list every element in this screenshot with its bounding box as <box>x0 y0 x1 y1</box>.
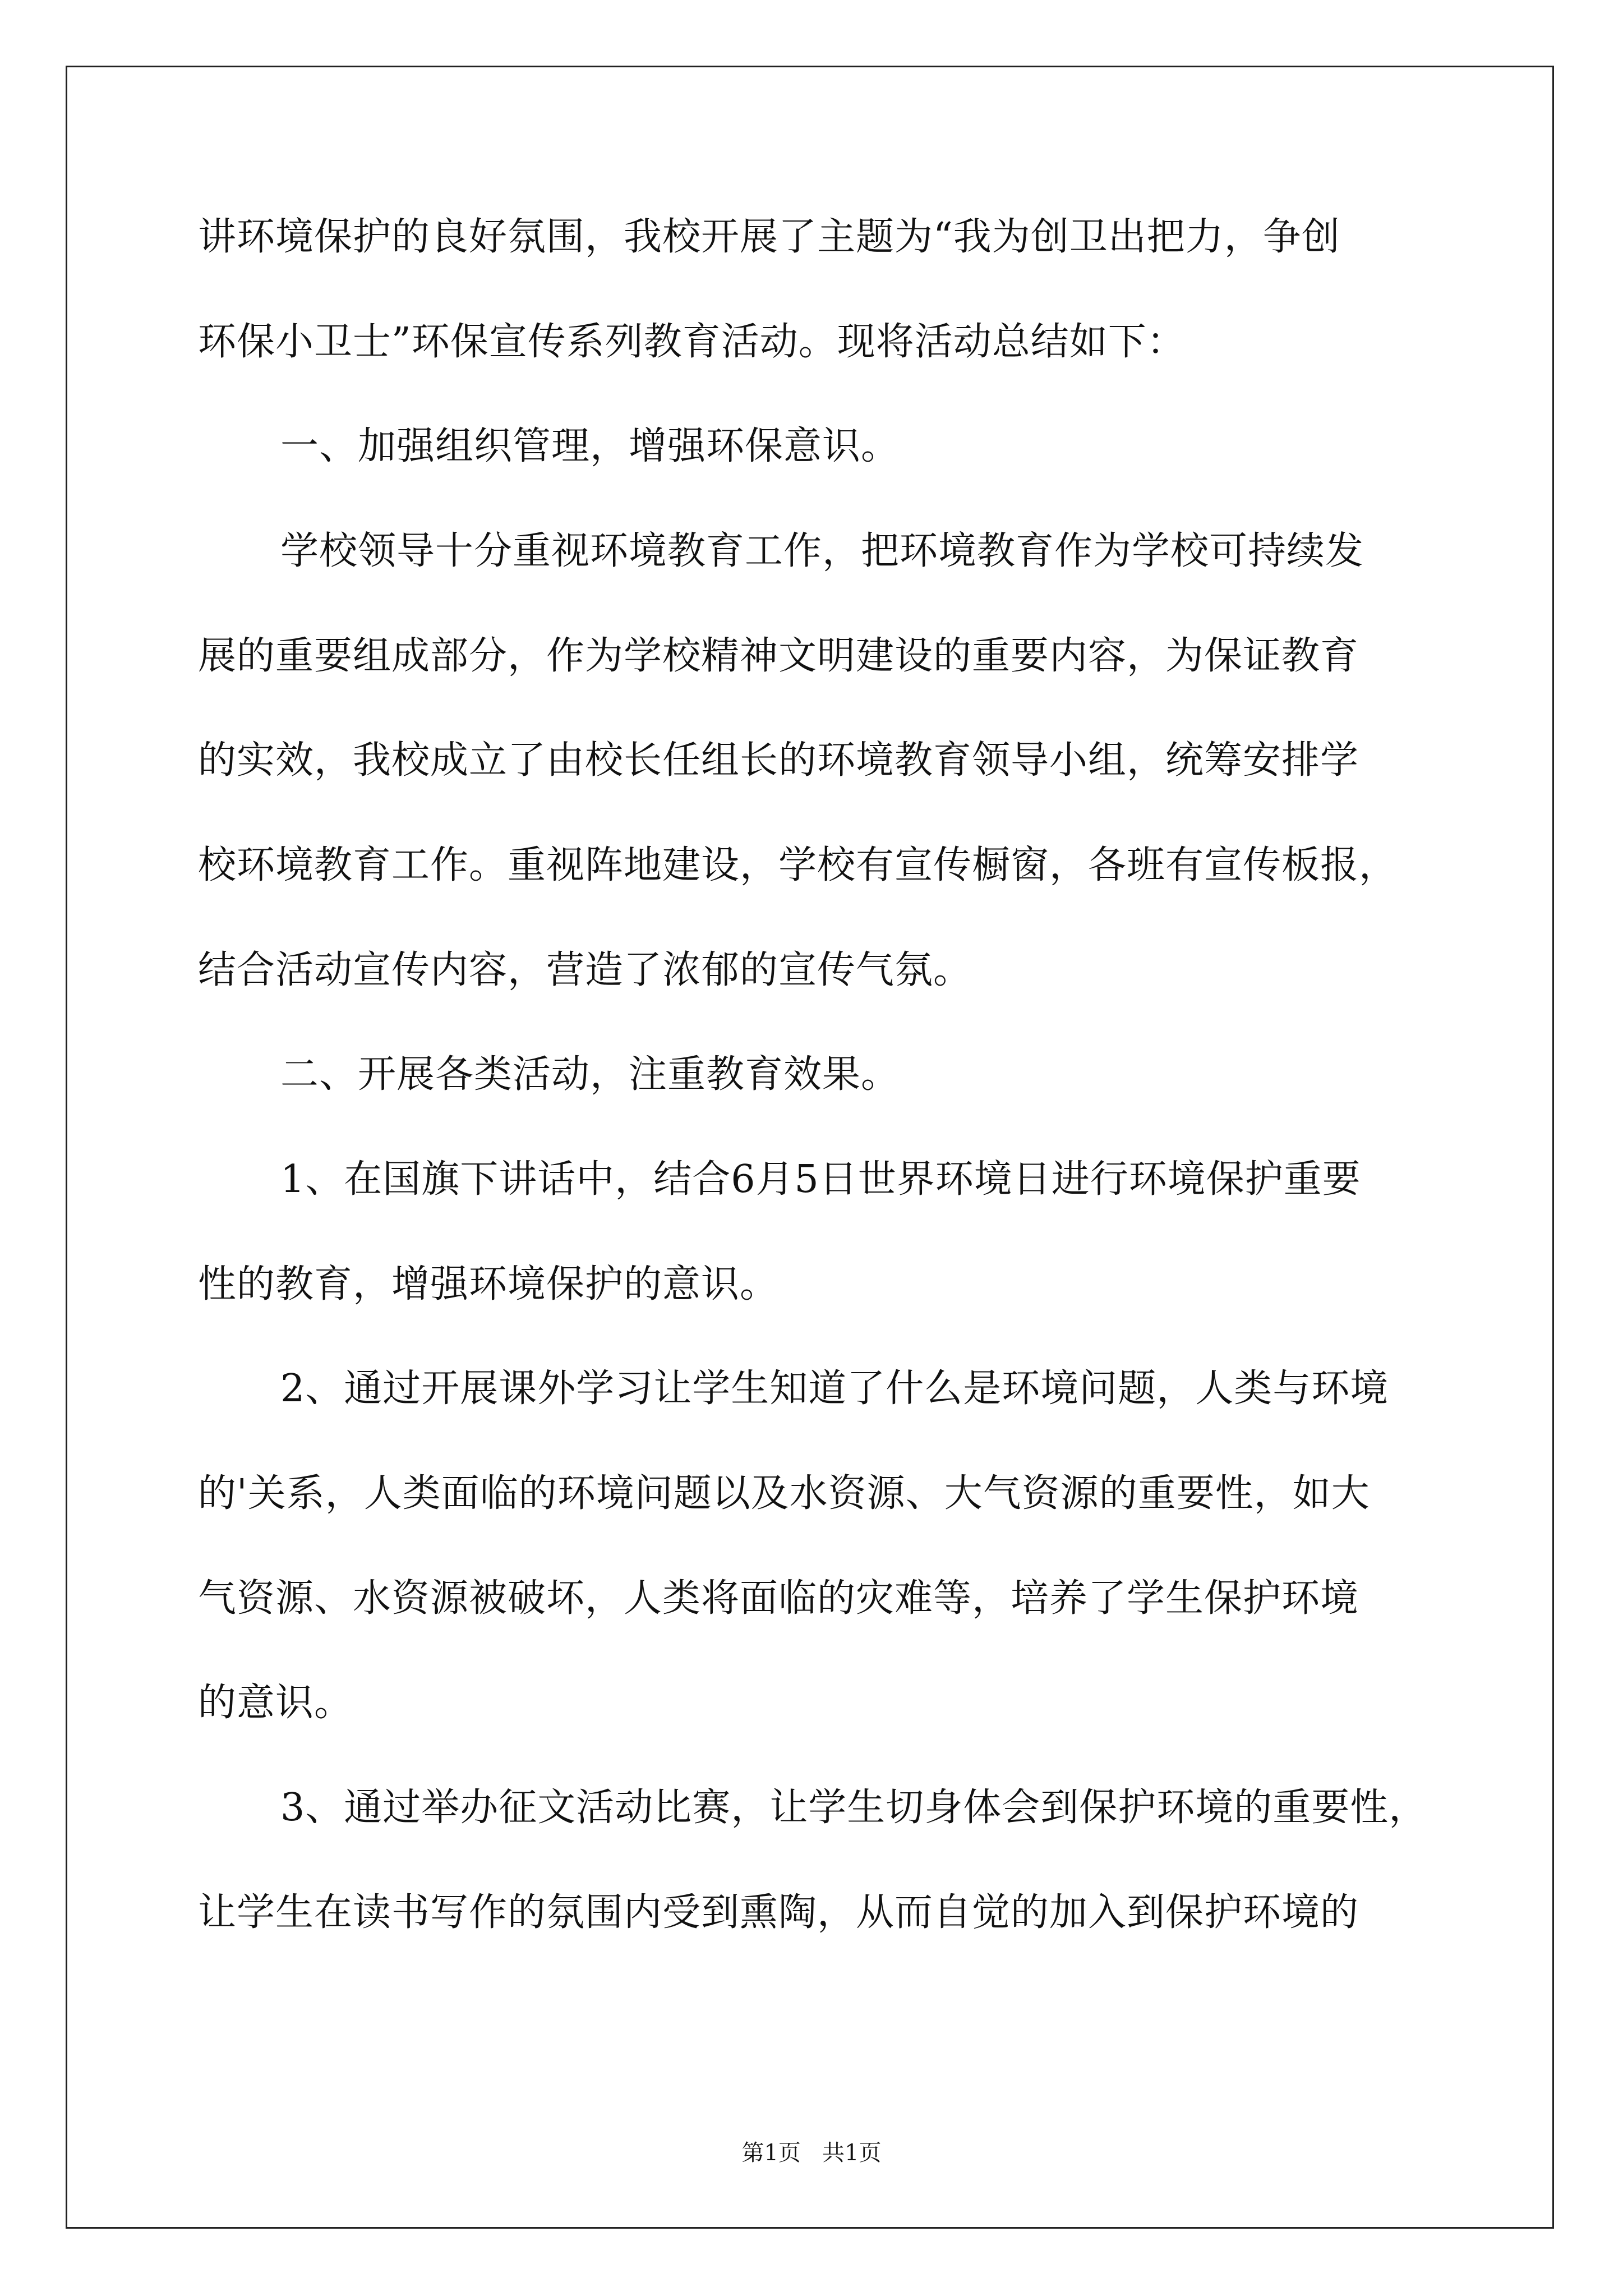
paragraph-start: 2、通过开展课外学习让学生知道了什么是环境问题，人类与环境 <box>280 1366 1389 1411</box>
body-text-line: 性的教育，增强环境保护的意识。 <box>198 1262 779 1306</box>
body-text-line: 环保小卫士”环保宣传系列教育活动。现将活动总结如下： <box>198 320 1186 364</box>
body-text-line: 气资源、水资源被破坏，人类将面临的灾难等，培养了学生保护环境 <box>198 1576 1359 1621</box>
body-text-line: 校环境教育工作。重视阵地建设，学校有宣传橱窗，各班有宣传板报， <box>198 843 1398 887</box>
body-text-line: 结合活动宣传内容，营造了浓郁的宣传气氛。 <box>198 948 972 992</box>
body-text-line: 讲环境保护的良好氛围，我校开展了主题为“我为创卫出把力，争创 <box>198 215 1340 259</box>
paragraph-start: 3、通过举办征文活动比赛，让学生切身体会到保护环境的重要性， <box>280 1786 1428 1830</box>
body-text-line: 的'关系，人类面临的环境问题以及水资源、大气资源的重要性，如大 <box>198 1471 1370 1516</box>
body-text-line: 的意识。 <box>198 1681 353 1725</box>
paragraph-start: 1、在国旗下讲话中，结合6月5日世界环境日进行环境保护重要 <box>280 1157 1361 1202</box>
paragraph-start: 学校领导十分重视环境教育工作，把环境教育作为学校可持续发 <box>280 529 1364 573</box>
body-text-line: 展的重要组成部分，作为学校精神文明建设的重要内容，为保证教育 <box>198 634 1359 678</box>
section-heading: 一、加强组织管理，增强环保意识。 <box>280 424 900 468</box>
body-text-line: 让学生在读书写作的氛围内受到熏陶，从而自觉的加入到保护环境的 <box>198 1890 1359 1935</box>
section-heading: 二、开展各类活动，注重教育效果。 <box>280 1052 900 1097</box>
page-footer: 第1页 共1页 <box>741 2140 882 2166</box>
body-text-line: 的实效，我校成立了由校长任组长的环境教育领导小组，统筹安排学 <box>198 738 1359 783</box>
